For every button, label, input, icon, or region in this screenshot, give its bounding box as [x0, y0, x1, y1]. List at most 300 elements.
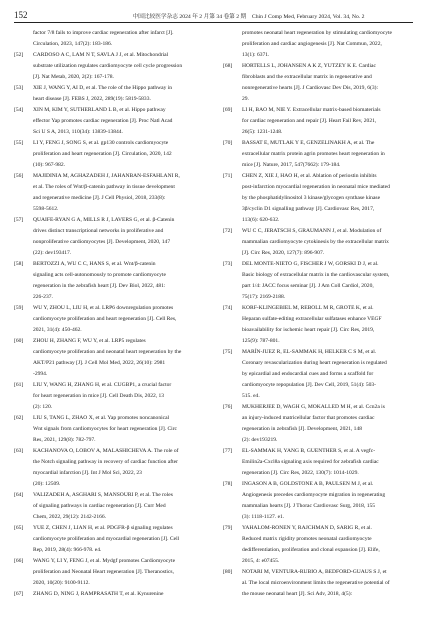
reference-line [223, 270, 415, 281]
reference-line [14, 160, 206, 171]
reference-line [223, 358, 415, 369]
reference-line [14, 468, 206, 479]
reference-line [223, 545, 415, 556]
reference-entry [223, 138, 415, 149]
reference-line [223, 94, 415, 105]
reference-text: LI Y, FENG J, SONG S, et al. gp130 controls cardiomyocyte [33, 140, 169, 146]
reference-text: Wnt signals from cardiomyocytes for heart regeneration [J]. Circ [33, 426, 178, 432]
reference-text: (22): dev193417. [33, 250, 72, 256]
reference-line [14, 237, 206, 248]
reference-text: dedifferentiation, proliferation and clonal expansion [J]. Elife, [242, 547, 380, 553]
reference-number: [53] [14, 85, 24, 91]
reference-line [14, 72, 206, 83]
reference-number: [66] [14, 558, 24, 564]
reference-number [223, 325, 242, 336]
reference-text: XIN M, KIM Y, SUTHERLAND L B, et al. Hippo pathway [33, 107, 166, 113]
reference-number [223, 501, 242, 512]
reference-number [223, 292, 242, 303]
reference-line [14, 391, 206, 402]
reference-text: by epicardial and endocardial cues and forms a scaffold for [242, 371, 374, 377]
reference-number [14, 578, 33, 589]
reference-line [14, 369, 206, 380]
right-column [223, 28, 415, 621]
reference-number: [74] [223, 305, 233, 311]
reference-text: LIU Y, WANG H, ZHANG H, et al. CUGBP1, a crucial factor [33, 382, 172, 388]
reference-number [223, 545, 242, 556]
reference-number: [79] [223, 525, 233, 531]
reference-number [14, 61, 33, 72]
reference-text: cardiomyocyte proliferation and neonatal heart regeneration by the [33, 349, 182, 355]
reference-entry [223, 567, 415, 578]
reference-number [14, 468, 33, 479]
reference-text: (20): 12509. [33, 481, 61, 487]
reference-text: INGASON A B, GOLDSTONE A B, PAULSEN M J, et al. [242, 481, 374, 487]
reference-text: cardiomyocyte repopulation [J]. Dev Cell, 2019, 51(4): 503- [242, 382, 377, 388]
reference-text: mice [J]. Nature, 2017, 547(7662): 179-184. [242, 162, 341, 168]
reference-text: 26(5): 1231-1248. [242, 129, 283, 135]
reference-number [14, 193, 33, 204]
reference-number: [61] [14, 382, 24, 388]
reference-number [223, 534, 242, 545]
reference-number [223, 127, 242, 138]
reference-text: EL-SAMMAK H, YANG B, GUENTHER S, et al. A vegfc- [242, 448, 376, 454]
reference-text: (3): 1118-1127. e1. [242, 514, 285, 520]
reference-text: 113(6): 620-632. [242, 217, 280, 223]
reference-text: proliferation and heart regeneration [J]. Circulation, 2020, 142 [33, 151, 172, 157]
reference-number [223, 578, 242, 589]
reference-line [14, 325, 206, 336]
reference-text: WANG Y, LI Y, FENG J, et al. Mydgf promotes Cardiomyocyte [33, 558, 176, 564]
reference-line [14, 545, 206, 556]
reference-text: nonproliferative cardiomyocytes [J]. Development, 2020, 147 [33, 239, 171, 245]
reference-number [223, 435, 242, 446]
reference-number [14, 149, 33, 160]
reference-text: regeneration in zebrafish [J]. Development, 2021, 148 [242, 426, 362, 432]
reference-text: Coronary revascularization during heart regeneration is regulated [242, 360, 387, 366]
reference-text: AKT/P21 pathway [J]. J Cell Mol Med, 2022, 26(10): 2981 [33, 360, 166, 366]
reference-number: [70] [223, 140, 233, 146]
reference-text: 29. [242, 96, 249, 102]
reference-entry [14, 50, 206, 61]
reference-text: cardiomyocyte proliferation and heart regeneration [J]. Cell Res, [33, 316, 177, 322]
reference-line [223, 314, 415, 325]
reference-text: MUKHERJEE D, WAGH G, MOKALLED M H, et al. Ccn2a is [242, 404, 385, 410]
reference-text: Heparan sulfate-editing extracellular sulfatases enhance VEGF [242, 316, 382, 322]
reference-number [223, 457, 242, 468]
reference-text: [J]. Circ Res, 2020, 127(7): 896-907. [242, 250, 325, 256]
reference-text: myocardial infarction [J]. Int J Mol Sci, 2022, 23 [33, 470, 142, 476]
reference-number [14, 457, 33, 468]
journal-header: 中国比较医学杂志 2024 年 2 月第 34 卷第 2 期 Chin J Comp Med, February 2024, Vol. 34, No. 2 [132, 14, 365, 20]
reference-text: an injury-induced matricellular factor that promotes cardiac [242, 415, 375, 421]
reference-line [223, 83, 415, 94]
reference-entry [223, 446, 415, 457]
reference-text: QUAIFE-RYAN G A, MILLS R J, LAVERS G, et al. β-Catenin [33, 217, 175, 223]
reference-number [14, 314, 33, 325]
reference-text: KACHANOVA O, LOBOV A, MALASHICHEVA A. The role of [33, 448, 179, 454]
reference-text: ZHANG D, NING J, RAMPRASATH T, et al. Kynurenine [33, 591, 164, 597]
reference-text: WU Y, ZHOU L, LIU H, et al. LRP6 downregulation promotes [33, 305, 174, 311]
reference-number [223, 512, 242, 523]
reference-number: [76] [223, 404, 233, 410]
reference-text: DEL MONTE-NIETO G, FISCHER J W, GORSKI D J, et al. [242, 261, 379, 267]
reference-continuation-line: promotes neonatal heart regeneration by stimulating cardiomyocyte [242, 30, 393, 36]
reference-text: 2020, 10(20): 9100-9112. [33, 580, 90, 586]
reference-line [14, 226, 206, 237]
reference-number [223, 424, 242, 435]
reference-line [14, 567, 206, 578]
reference-number [223, 116, 242, 127]
reference-entry [223, 347, 415, 358]
reference-number [14, 127, 33, 138]
reference-number: [71] [223, 173, 233, 179]
reference-number [14, 281, 33, 292]
reference-number [14, 248, 33, 259]
reference-number [14, 237, 33, 248]
reference-entry [223, 303, 415, 314]
reference-entry [14, 589, 206, 600]
reference-number [223, 490, 242, 501]
reference-continuation-line: 13(1): 6371. [242, 52, 270, 58]
reference-text: LIU S, TANG L, ZHAO X, et al. Yap promotes noncanonical [33, 415, 170, 421]
reference-line [14, 314, 206, 325]
reference-line [223, 215, 415, 226]
reference-number: [72] [223, 228, 233, 234]
reference-number [223, 149, 242, 160]
reference-line [223, 336, 415, 347]
reference-line [223, 391, 415, 402]
reference-entry [14, 380, 206, 391]
reference-text: 5598-5612. [33, 206, 59, 212]
reference-text: 2015, 4: e07455. [242, 558, 280, 564]
reference-line [223, 325, 415, 336]
reference-line [14, 94, 206, 105]
reference-number [14, 369, 33, 380]
reference-number [14, 226, 33, 237]
reference-line [14, 248, 206, 259]
reference-entry [14, 336, 206, 347]
reference-entry [14, 413, 206, 424]
reference-text: -2994. [33, 371, 48, 377]
reference-text: MAJIDINIA M, AGHAZADEH J, JAHANBAN-ESFAHLANI R, [33, 173, 180, 179]
reference-line [14, 61, 206, 72]
left-column [14, 28, 206, 621]
reference-number [223, 248, 242, 259]
reference-text: KORF-KLINGEBIEL M, REBOLL M R, GROTE K, et al. [242, 305, 374, 311]
reference-entry [14, 215, 206, 226]
reference-number [14, 391, 33, 402]
reference-text: al. The local microenvironment limits the regenerative potential of [242, 580, 390, 586]
reference-number: [75] [223, 349, 233, 355]
reference-number [223, 391, 242, 402]
reference-text: WU C C, JERATSCH S, GRAUMANN J, et al. Modulation of [242, 228, 382, 234]
reference-entry [14, 171, 206, 182]
reference-entry [223, 479, 415, 490]
reference-number [223, 413, 242, 424]
reference-line [223, 160, 415, 171]
reference-line [14, 193, 206, 204]
reference-line [14, 512, 206, 523]
reference-number: [65] [14, 525, 24, 531]
reference-entry [223, 61, 415, 72]
reference-text: nonregenerative hearts [J]. J Cardiovasc Dev Dis, 2019, 6(3): [242, 85, 379, 91]
reference-line [223, 457, 415, 468]
reference-text: extracellular matrix protein agrin promotes heart regeneration in [242, 151, 385, 157]
reference-text: post-infarction myocardial regeneration in neonatal mice mediated [242, 184, 390, 190]
reference-entry [14, 138, 206, 149]
reference-line [223, 435, 415, 446]
reference-text: heart disease [J]. FEBS J, 2022, 289(19): 5819-5833. [33, 96, 151, 102]
reference-continuation-line: proliferation and cardiac angiogenesis [J]. Nat Commun, 2022, [242, 41, 382, 47]
reference-number [14, 424, 33, 435]
reference-line [223, 556, 415, 567]
reference-number: [57] [14, 217, 24, 223]
reference-number: [80] [223, 569, 233, 575]
reference-text: XIE J, WANG Y, AI D, et al. The role of the Hippo pathway in [33, 85, 173, 91]
reference-text: 2021, 31(4): 450-462. [33, 327, 82, 333]
reference-number [14, 72, 33, 83]
reference-number [223, 589, 242, 600]
reference-number [14, 182, 33, 193]
reference-number [223, 204, 242, 215]
reference-text: for cardiac regeneration and repair [J]. Heart Fail Rev, 2021, [242, 118, 377, 124]
reference-number [14, 325, 33, 336]
reference-number [223, 556, 242, 567]
reference-number [223, 281, 242, 292]
reference-line [14, 204, 206, 215]
reference-text: NOTARI M, VENTURA-RUBIO A, BEDFORD-GUAUS S J, et [242, 569, 387, 575]
reference-number: [63] [14, 448, 24, 454]
reference-number [223, 72, 242, 83]
reference-text: CHEN Z, XIE J, HAO H, et al. Ablation of periostin inhibits [242, 173, 377, 179]
reference-text: for heart regeneration in mice [J]. Cell Death Dis, 2022, 13 [33, 393, 165, 399]
reference-number [223, 215, 242, 226]
reference-line [14, 182, 206, 193]
reference-number: [78] [223, 481, 233, 487]
reference-line [223, 413, 415, 424]
reference-number [14, 435, 33, 446]
reference-number: [54] [14, 107, 24, 113]
reference-line [14, 402, 206, 413]
reference-line [223, 468, 415, 479]
reference-text: et al. The roles of Wnt/β-catenin pathway in tissue development [33, 184, 175, 190]
reference-number [14, 347, 33, 358]
reference-number [223, 314, 242, 325]
reference-text: BERTOZZI A, WU C C, HANS S, et al. Wnt/β-catenin [33, 261, 156, 267]
reference-text: bioavailability for ischemic heart repair [J]. Circ Res, 2019, [242, 327, 375, 333]
reference-number [223, 182, 242, 193]
references-body [14, 28, 415, 621]
reference-number [223, 270, 242, 281]
reference-text: (2): 120. [33, 404, 53, 410]
reference-text: proliferation and Neonatal Heart regeneration [J]. Theranostics, [33, 569, 174, 575]
reference-text: Res, 2021, 129(8): 782-797. [33, 437, 96, 443]
reference-text: substrate utilization regulates cardiomyocyte cell cycle progression [33, 63, 183, 69]
reference-entry [223, 105, 415, 116]
reference-number [223, 160, 242, 171]
reference-text: fibroblasts and the extracellular matrix in regenerative and [242, 74, 372, 80]
reference-line [223, 292, 415, 303]
reference-text: (10): 967-982. [33, 162, 66, 168]
reference-entry [14, 303, 206, 314]
reference-text: Rep, 2019, 28(4): 966-978. e4. [33, 547, 102, 553]
reference-text: ZHOU H, ZHANG F, WU Y, et al. LRP5 regulates [33, 338, 146, 344]
reference-text: cardiomyocyte proliferation and myocardial regeneration [J]. Cell [33, 536, 180, 542]
running-header [14, 6, 413, 23]
reference-text: Reduced matrix rigidity promotes neonatal cardiomyocyte [242, 536, 372, 542]
reference-line [14, 578, 206, 589]
reference-text: drives distinct transcriptional networks in proliferative and [33, 228, 164, 234]
reference-number [223, 336, 242, 347]
reference-line [223, 578, 415, 589]
reference-text: BASSAT E, MUTLAK Y E, GENZELINAKH A, et al. The [242, 140, 375, 146]
reference-number [223, 358, 242, 369]
reference-number: [67] [14, 591, 24, 597]
reference-line [223, 149, 415, 160]
reference-entry [14, 446, 206, 457]
reference-line [14, 127, 206, 138]
reference-line [14, 149, 206, 160]
reference-text: mammalian hearts [J]. J Thorac Cardiovasc Surg, 2018, 155 [242, 503, 376, 509]
reference-line [223, 424, 415, 435]
reference-line [14, 292, 206, 303]
reference-text: part 1/4: JACC focus seminar [J]. J Am Coll Cardiol, 2020, [242, 283, 374, 289]
reference-line [223, 501, 415, 512]
reference-entry [14, 523, 206, 534]
reference-text: Chem, 2022, 29(12): 2142-2166. [33, 514, 107, 520]
reference-number [14, 292, 33, 303]
reference-number: [56] [14, 173, 24, 179]
reference-number [14, 270, 33, 281]
reference-number [14, 567, 33, 578]
reference-continuation-line: Circulation, 2023, 147(2): 183-186. [33, 41, 113, 47]
reference-number [14, 479, 33, 490]
reference-number: [59] [14, 305, 24, 311]
reference-number: [55] [14, 140, 24, 146]
reference-line [14, 457, 206, 468]
reference-entry [14, 259, 206, 270]
reference-entry [14, 556, 206, 567]
reference-number: [77] [223, 448, 233, 454]
reference-number [223, 94, 242, 105]
reference-number: [52] [14, 52, 24, 58]
reference-text: HORTELLS L, JOHANSEN A K Z, YUTZEY K E. Cardiac [242, 63, 376, 69]
reference-line [223, 182, 415, 193]
reference-text: signaling acts cell-autonomously to promote cardiomyocyte [33, 272, 166, 278]
reference-text: and regenerative medicine [J]. J Cell Physiol, 2018, 233(8): [33, 195, 166, 201]
reference-number [14, 512, 33, 523]
reference-entry [223, 402, 415, 413]
reference-text: Basic biology of extracellular matrix in the cardiovascular system, [242, 272, 390, 278]
reference-line [14, 347, 206, 358]
reference-text: CARDOSO A C, LAM N T, SAVLA J J, et al. Mitochondrial [33, 52, 169, 58]
reference-number [14, 501, 33, 512]
reference-number [14, 160, 33, 171]
reference-entry [223, 171, 415, 182]
reference-entry [223, 523, 415, 534]
reference-number [14, 94, 33, 105]
reference-text: the Notch signaling pathway in recovery of cardiac function after [33, 459, 178, 465]
reference-line [223, 369, 415, 380]
reference-number [223, 83, 242, 94]
reference-line [223, 281, 415, 292]
page-number: 152 [14, 10, 28, 20]
reference-line [14, 479, 206, 490]
reference-text: MARÍN-JUEZ R, EL-SAMMAK H, HELKER C S M, et al. [242, 349, 377, 355]
reference-line [14, 501, 206, 512]
reference-continuation-line: factor 7/8 fails to improve cardiac regeneration after infarct [J]. [33, 30, 174, 36]
reference-text: 515. e4. [242, 393, 260, 399]
reference-text: Sci U S A, 2013, 110(34): 13839-13844. [33, 129, 123, 135]
reference-number [14, 402, 33, 413]
reference-line [223, 193, 415, 204]
reference-line [223, 116, 415, 127]
reference-text: by the phosphatidylinositol 3 kinase/glycogen synthase kinase [242, 195, 381, 201]
reference-text: LI H, BAO M, NIE Y. Extracellular matrix-based biomaterials [242, 107, 381, 113]
reference-line [223, 490, 415, 501]
reference-line [14, 270, 206, 281]
reference-line [223, 512, 415, 523]
reference-number [223, 380, 242, 391]
reference-line [14, 358, 206, 369]
reference-number [14, 358, 33, 369]
reference-number [223, 468, 242, 479]
reference-text: Emilin2a-Cxcl8a signaling axis required for zebrafish cardiac [242, 459, 379, 465]
reference-number [14, 204, 33, 215]
reference-line [14, 424, 206, 435]
reference-line [14, 435, 206, 446]
reference-line [223, 534, 415, 545]
reference-line [223, 127, 415, 138]
reference-number [223, 369, 242, 380]
reference-text: VALIZADEH A, ASGHARI S, MANSOURI P, et al. The roles [33, 492, 173, 498]
reference-number [223, 237, 242, 248]
reference-entry [14, 105, 206, 116]
reference-text: mammalian cardiomyocyte cytokinesis by the extracellular matrix [242, 239, 389, 245]
reference-text: YAHALOM-RONEN Y, RAJCHMAN D, SARIG R, et al. [242, 525, 372, 531]
reference-text: [J]. Nat Metab, 2020, 2(2): 167-178. [33, 74, 114, 80]
reference-text: 3β/cyclin D1 signalling pathway [J]. Cardiovasc Res, 2017, [242, 206, 375, 212]
reference-line [223, 248, 415, 259]
reference-text: (2): dev193219. [242, 437, 278, 443]
reference-text: 226-237. [33, 294, 53, 300]
reference-text: effector Yap promotes cardiac regeneration [J]. Proc Natl Acad [33, 118, 173, 124]
reference-number: [69] [223, 107, 233, 113]
reference-text: the mouse neonatal heart [J]. Sci Adv, 2018, 4(5): [242, 591, 353, 597]
reference-number: [58] [14, 261, 24, 267]
reference-text: 125(9): 787-801. [242, 338, 280, 344]
reference-line [14, 534, 206, 545]
reference-text: 75(17): 2169-2188. [242, 294, 286, 300]
reference-number: [73] [223, 261, 233, 267]
reference-entry [223, 226, 415, 237]
reference-number [223, 193, 242, 204]
reference-text: of signaling pathways in cardiac regeneration [J]. Curr Med [33, 503, 166, 509]
reference-number [14, 116, 33, 127]
reference-entry [223, 259, 415, 270]
reference-entry [14, 490, 206, 501]
reference-text: regeneration in the zebrafish heart [J]. Dev Biol, 2022, 481: [33, 283, 166, 289]
reference-line [14, 281, 206, 292]
reference-line [223, 72, 415, 83]
reference-line [223, 237, 415, 248]
reference-line [223, 204, 415, 215]
reference-number [14, 545, 33, 556]
reference-text: regeneration [J]. Circ Res, 2022, 130(7): 1014-1029. [242, 470, 359, 476]
reference-number: [68] [223, 63, 233, 69]
reference-number: [60] [14, 338, 24, 344]
reference-text: Angiogenesis precedes cardiomyocyte migration in regenerating [242, 492, 386, 498]
